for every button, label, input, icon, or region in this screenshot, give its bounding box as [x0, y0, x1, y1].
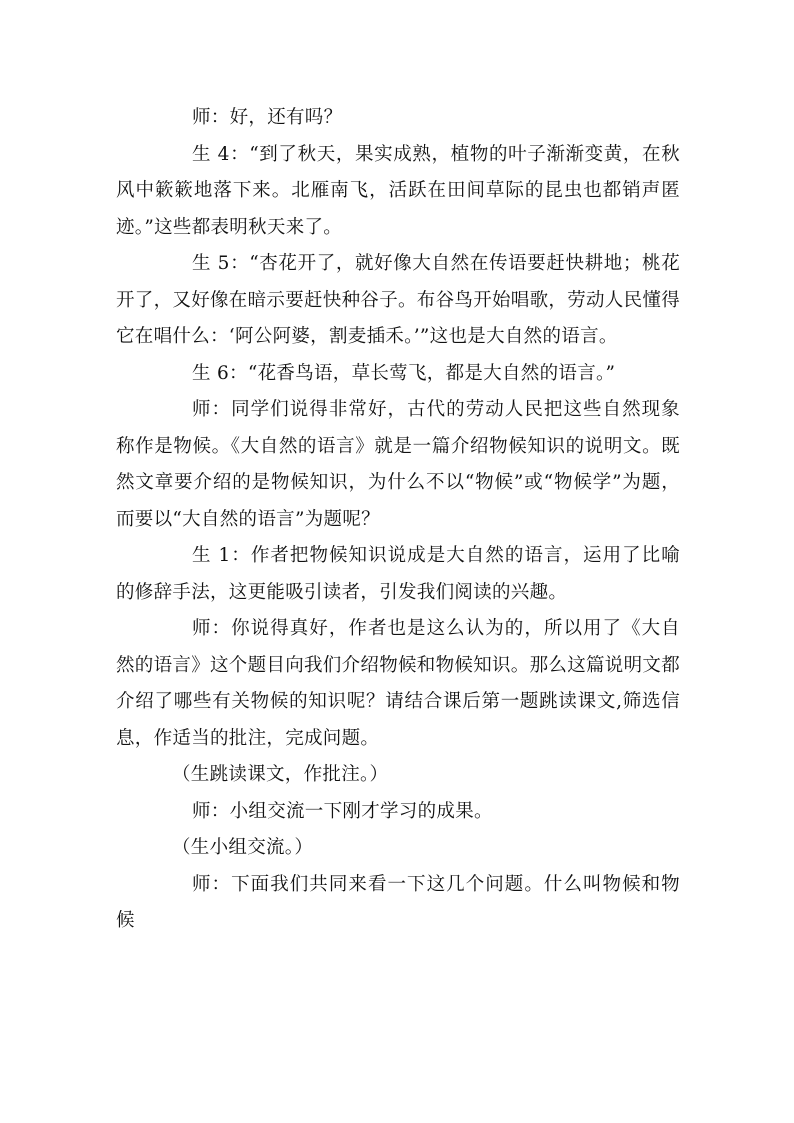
paragraph-teacher-4: 师：小组交流一下刚才学习的成果。 — [192, 800, 493, 822]
paragraph-stage-direction-1: （生跳读课文，作批注。） — [172, 764, 389, 785]
paragraph-teacher-5: 师：下面我们共同来看一下这几个问题。什么叫物候和物候 — [116, 873, 680, 931]
paragraph-teacher-1: 师：好，还有吗？ — [192, 107, 343, 128]
paragraph-student-4: 生 4：“到了秋天，果实成熟，植物的叶子渐渐变黄，在秋风中簌簌地落下来。北雁南飞，活跃在田间草际的昆虫也都销声匿迹。”这些都表明秋天来了。 — [116, 143, 680, 238]
document-body — [116, 100, 680, 940]
paragraph-teacher-2: 师：同学们说得非常好，古代的劳动人民把这些自然现象称作是物候。《大自然的语言》就是一篇介绍物候知识的说明文。既然文章要介绍的是物候知识，为什么不以“物候”或“物候学”为题，而要以“大自然的语言”为题呢？ — [116, 399, 680, 530]
paragraph-student-5: 生 5：“杏花开了，就好像大自然在传语要赶快耕地；桃花开了，又好像在暗示要赶快种谷子。布谷鸟开始唱歌，劳动人民懂得它在唱什么：‘阿公阿婆，割麦插禾。’”这也是大自然的语言。 — [116, 253, 681, 347]
paragraph-student-1: 生 1：作者把物候知识说成是大自然的语言，运用了比喻的修辞手法，这更能吸引读者，引发我们阅读的兴趣。 — [116, 545, 680, 603]
paragraph-stage-direction-2: （生小组交流。） — [172, 837, 314, 858]
paragraph-student-6: 生 6：“花香鸟语，草长莺飞，都是大自然的语言。” — [192, 362, 616, 384]
paragraph-teacher-3: 师：你说得真好，作者也是这么认为的，所以用了《大自然的语言》这个题目向我们介绍物候和物候知识。那么这篇说明文都介绍了哪些有关物候的知识呢？请结合课后第一题跳读课文,筛选信息，作适当的批注，完成问题。 — [116, 618, 681, 749]
